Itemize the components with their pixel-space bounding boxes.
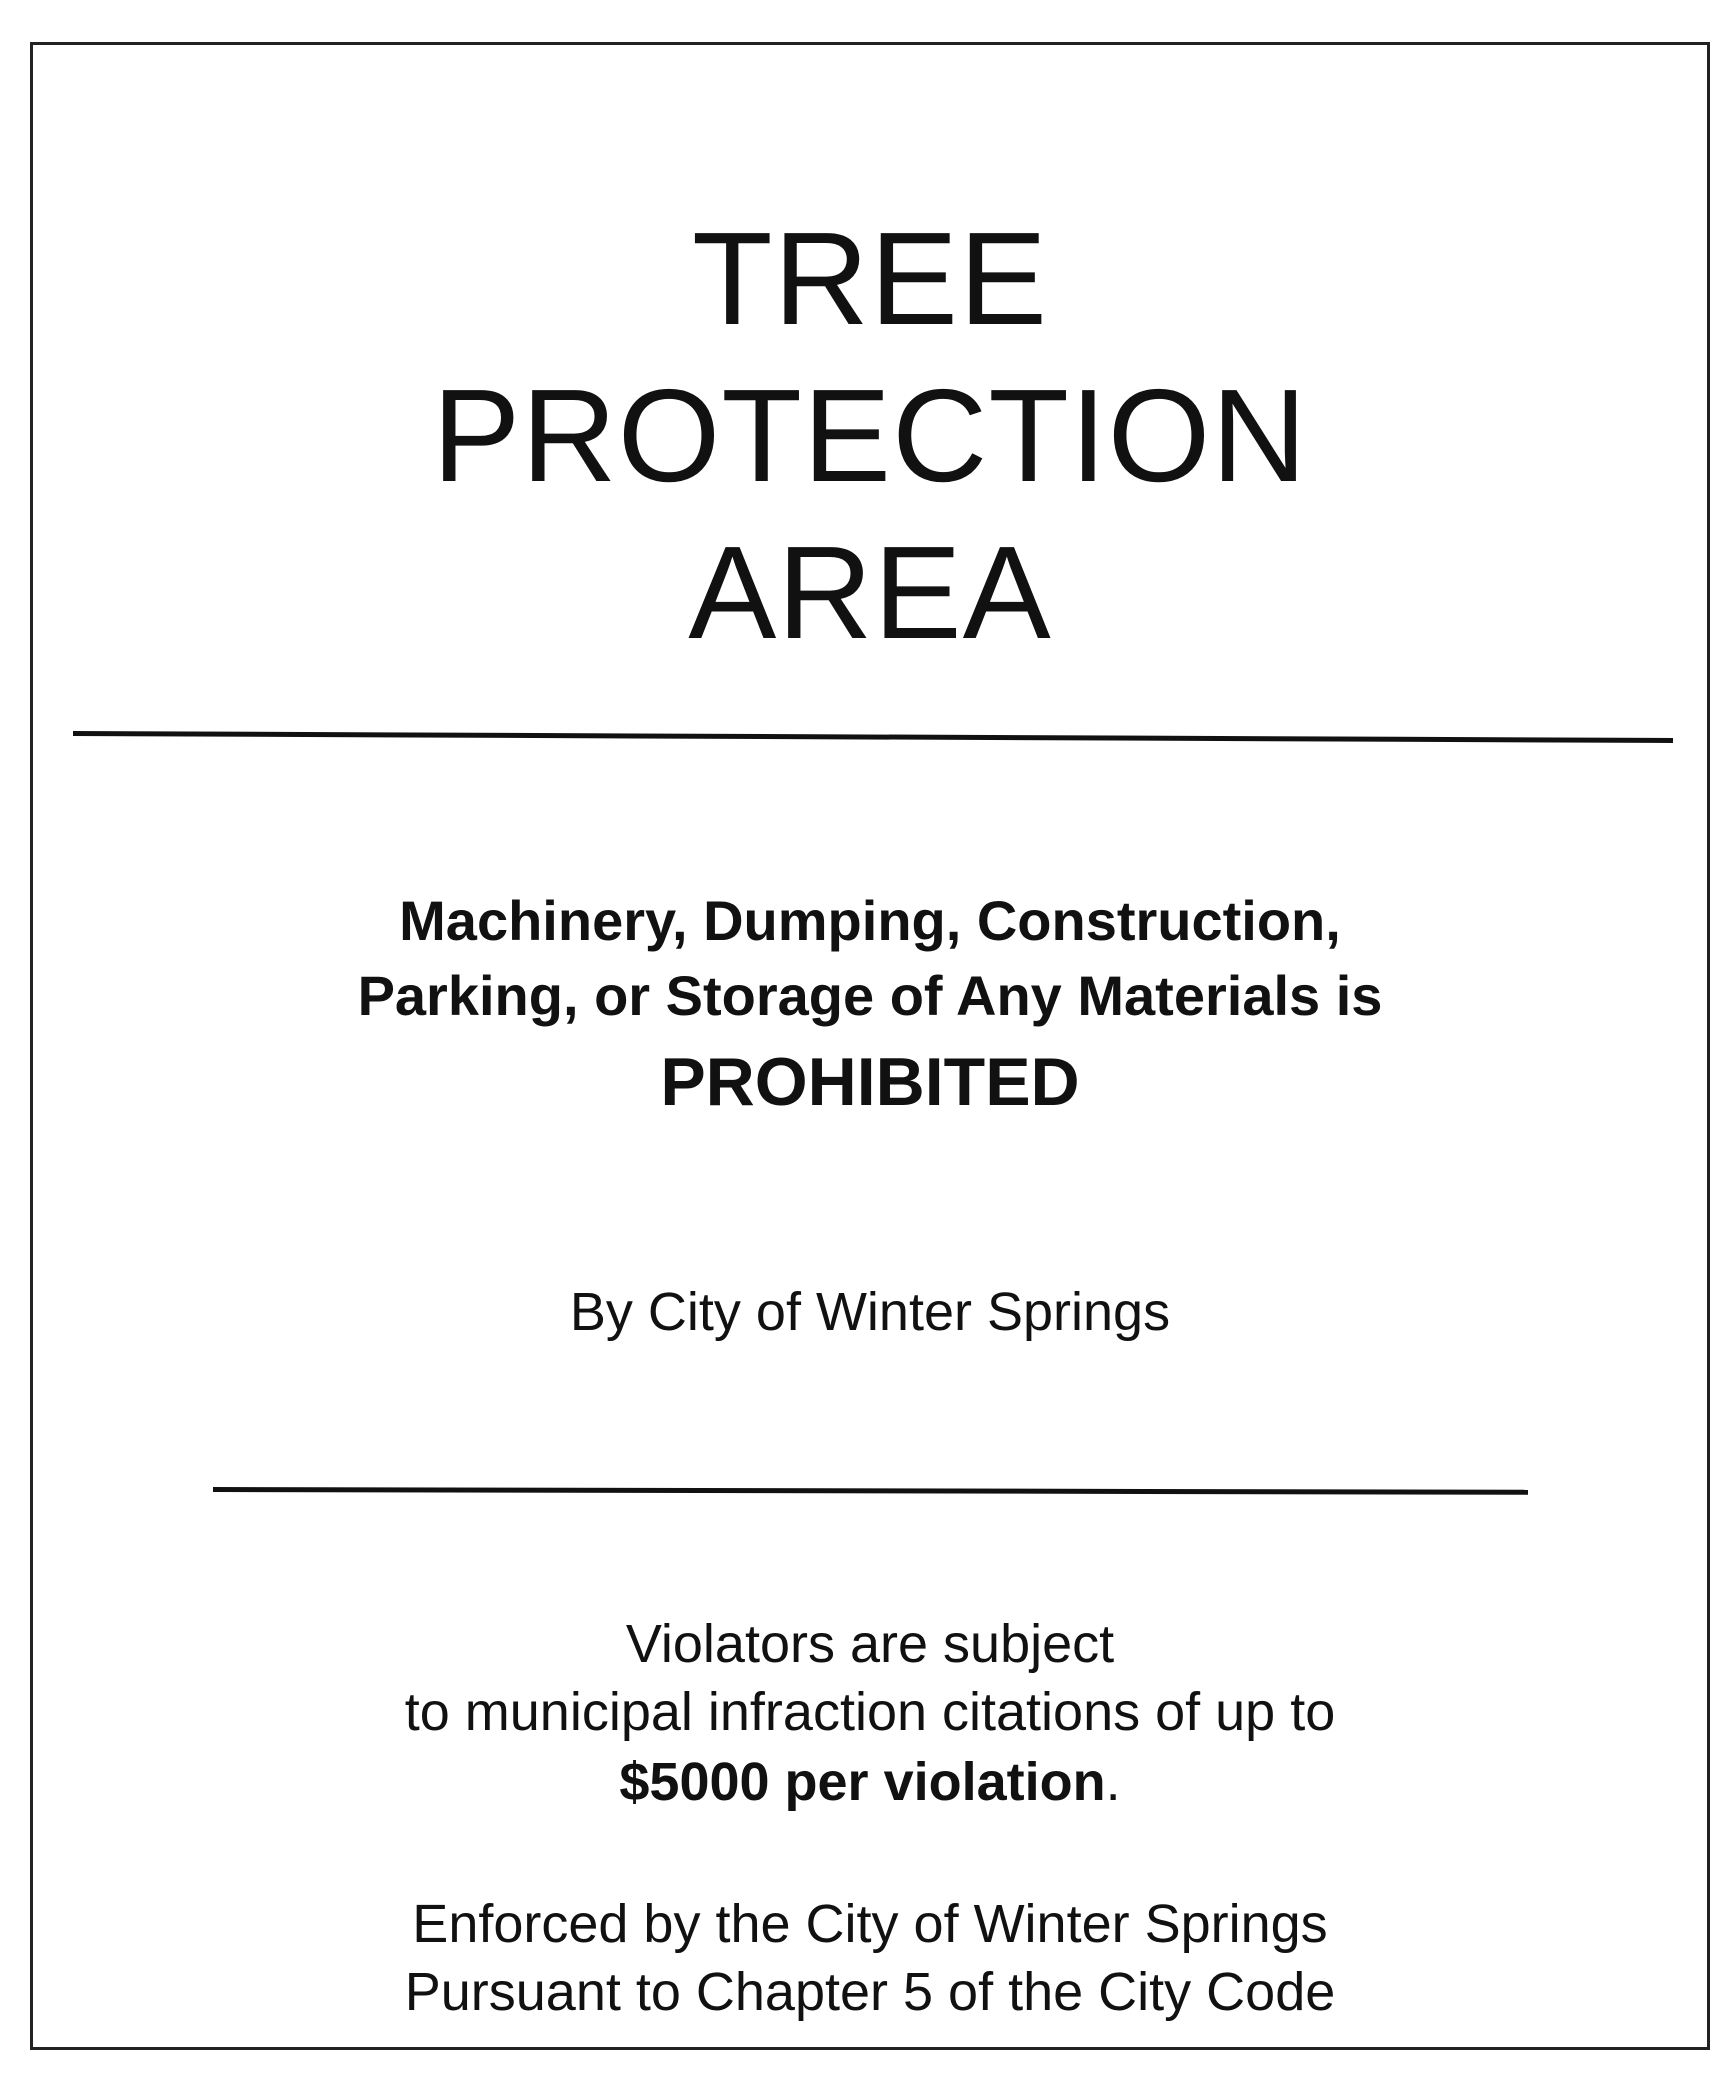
notice-line-2: Parking, or Storage of Any Materials is xyxy=(357,964,1383,1027)
penalty-line-1: Violators are subject xyxy=(625,1614,1115,1674)
penalty-amount: $5000 per violation xyxy=(619,1752,1106,1812)
notice-prohibited: PROHIBITED xyxy=(660,1044,1080,1120)
sign-headline-tree: TREE xyxy=(691,205,1049,352)
authority-line: By City of Winter Springs xyxy=(569,1282,1171,1342)
sign-frame xyxy=(30,42,1710,2050)
penalty-line-2: to municipal infraction citations of up to xyxy=(404,1682,1336,1742)
sign-headline-protection: PROTECTION xyxy=(432,362,1308,509)
notice-line-1: Machinery, Dumping, Construction, xyxy=(399,889,1341,952)
sign-headline-area: AREA xyxy=(688,519,1052,666)
penalty-line-3 xyxy=(33,1752,1707,1812)
divider-top xyxy=(73,731,1673,743)
divider-bottom xyxy=(213,1487,1528,1495)
enforcement-line-2: Pursuant to Chapter 5 of the City Code xyxy=(404,1962,1336,2022)
enforcement-line-1: Enforced by the City of Winter Springs xyxy=(412,1894,1328,1954)
penalty-amount-suffix: . xyxy=(1105,1752,1121,1812)
